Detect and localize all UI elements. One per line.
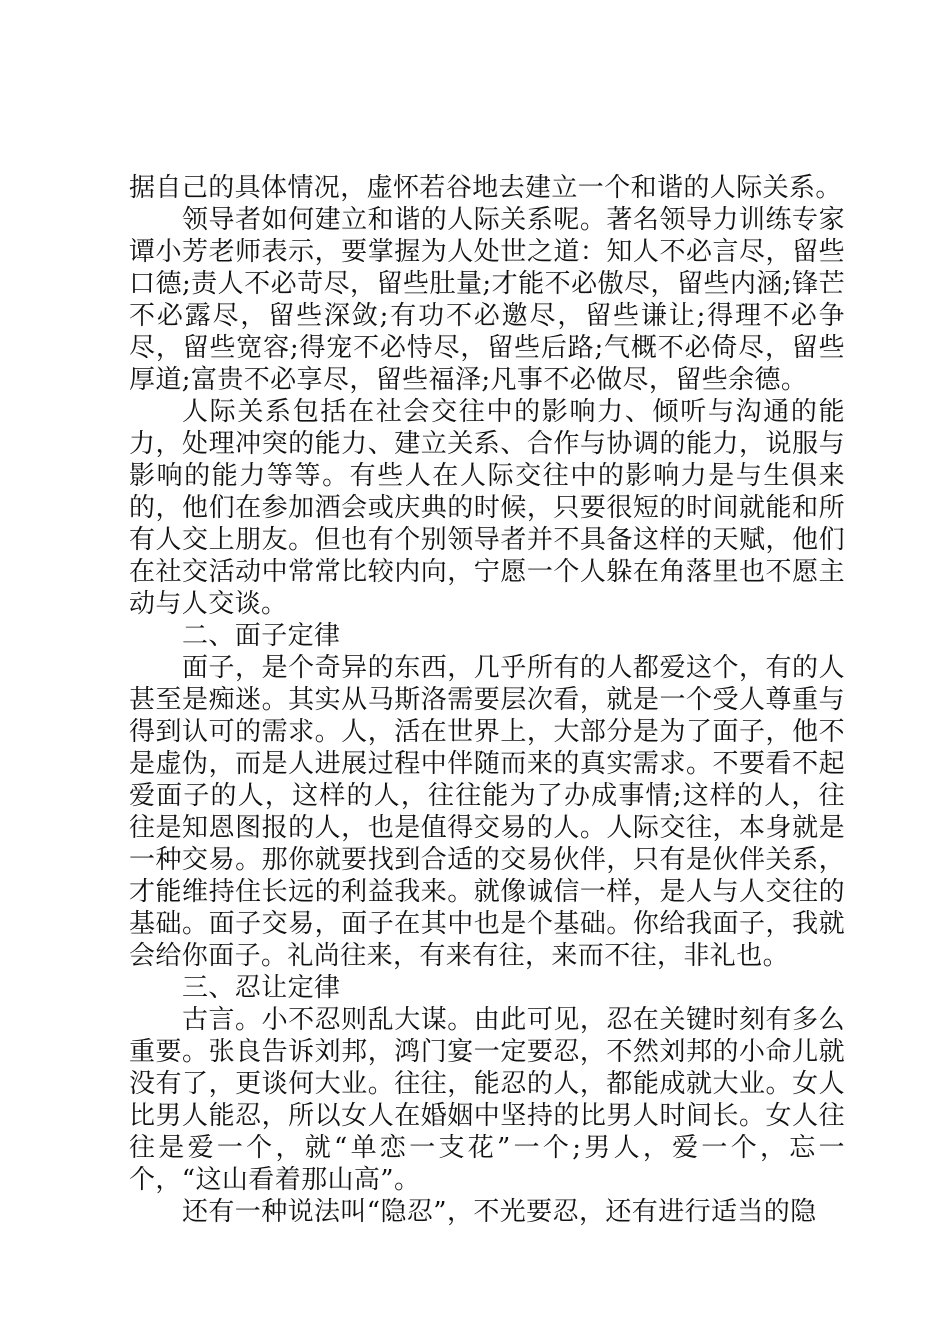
document-body [129,172,845,1228]
paragraph-continued: 据自己的具体情况，虚怀若谷地去建立一个和谐的人际关系。 [129,173,842,203]
paragraph-relations: 人际关系包括在社会交往中的影响力、倾听与沟通的能力，处理冲突的能力、建立关系、合作与协调的能力，说服与影响的能力等等。有些人在人际交往中的影响力是与生俱来的，他们在参加酒会或庆典的时候，只要很短的时间就能和所有人交上朋友。但也有个别领导者并不具备这样的天赋，他们在社交活动中常常比较内向，宁愿一个人躲在角落里也不愿主动与人交谈。 [129,397,845,619]
paragraph-hidden-patience: 还有一种说法叫“隐忍”，不光要忍，还有进行适当的隐 [182,1197,817,1227]
paragraph-patience: 古言。小不忍则乱大谋。由此可见，忍在关键时刻有多么重要。张良告诉刘邦，鸿门宴一定要忍，不然刘邦的小命儿就没有了，更谈何大业。往往，能忍的人，都能成就大业。女人比男人能忍，所以女人在婚姻中坚持的比男人时间长。女人往往是爱一个，就“单恋一支花”一个;男人，爱一个，忘一个，“这山看着那山高”。 [129,1005,845,1195]
paragraph-harmony-intro: 领导者如何建立和谐的人际关系呢。著名领导力训练专家谭小芳老师表示，要掌握为人处世之道：知人不必言尽，留些口德;责人不必苛尽，留些肚量;才能不必傲尽，留些内涵;锋芒不必露尽，留些深敛;有功不必邀尽，留些谦让;得理不必争尽，留些宽容;得宠不必恃尽，留些后路;气概不必倚尽，留些厚道;富贵不必享尽，留些福泽;凡事不必做尽，留些余德。 [129,205,845,395]
section-heading-patience: 三、忍让定律 [182,973,341,1003]
paragraph-face: 面子，是个奇异的东西，几乎所有的人都爱这个，有的人甚至是痴迷。其实从马斯洛需要层次看，就是一个受人尊重与得到认可的需求。人，活在世界上，大部分是为了面子，他不是虚伪，而是人进展过程中伴随而来的真实需求。不要看不起爱面子的人，这样的人，往往能为了办成事情;这样的人，往往是知恩图报的人，也是值得交易的人。人际交往，本身就是一种交易。那你就要找到合适的交易伙伴，只有是伙伴关系，才能维持住长远的利益我来。就像诚信一样，是人与人交往的基础。面子交易，面子在其中也是个基础。你给我面子，我就会给你面子。礼尚往来，有来有往，来而不往，非礼也。 [129,653,845,971]
section-heading-face: 二、面子定律 [182,621,341,651]
